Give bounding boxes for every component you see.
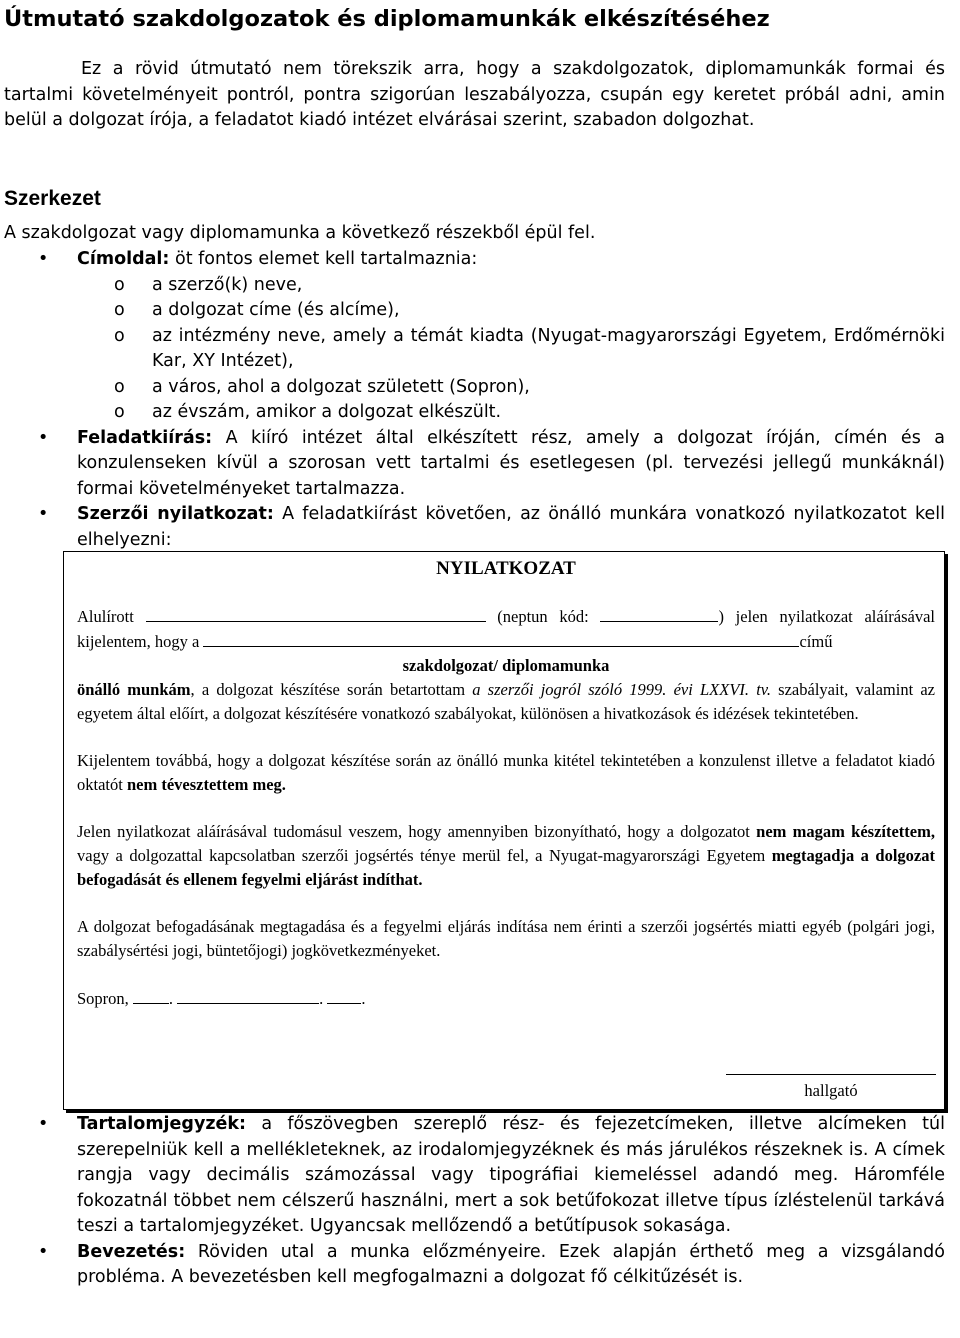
list-item-cimoldal — [0, 247, 945, 426]
signature-line[interactable] — [726, 1074, 936, 1075]
structure-list-top — [0, 247, 945, 553]
declaration-title: NYILATKOZAT — [436, 558, 576, 579]
sub-list-item: o a dolgozat címe (és alcíme), — [0, 298, 945, 324]
sub-bullet-icon: o — [114, 300, 125, 320]
declaration-paragraph-3: Jelen nyilatkozat aláírásával tudomásul veszem, hogy amennyiben bizonyítható, hogy a dolgozatot nem magam készítettem, vagy a dolgozattal kapcsolatban szerzői jogsértés ténye merül fel, a Nyugat-magyarországi Egyetem megtagadja a dolgozat befogadását és ellenem fegyelmi eljárást indíthat. — [77, 822, 935, 889]
declaration-paragraph-4: A dolgozat befogadásának megtagadása és a fegyelmi eljárás indítása nem érinti a szerzői jogsértés miatti egyéb (polgári jogi, szabálysértési jogi, büntetőjogi) jogkövetkezményeket. — [77, 917, 935, 960]
declaration-content — [77, 552, 935, 1011]
thesis-type: szakdolgozat/ diplomamunka — [402, 656, 610, 675]
declaration-box — [63, 551, 945, 1110]
intro-paragraph: Ez a rövid útmutató nem törekszik arra, hogy a szakdolgozatok, diplomamunkák formai és tartalmi követelményeit pontról, pontra szigorúan leszabályozza, csupán egy keretet próbál adni, amin belül a dolgozat írója, a feladatot kiadó intézet elvárásai szerint, szabadon dolgozhat. — [4, 59, 945, 130]
bullet-icon: • — [38, 504, 49, 524]
item-label: Szerzői nyilatkozat: — [77, 504, 274, 524]
bullet-icon: • — [38, 1241, 49, 1262]
list-item-szerzoi-nyilatkozat — [0, 502, 945, 553]
item-text: A feladatkiírást követően, az önálló munkára vonatkozó nyilatkozatot kell elhelyezni: — [77, 504, 945, 550]
document-title: Útmutató szakdolgozatok és diplomamunkák elkészítéséhez — [4, 6, 770, 32]
year-blank[interactable] — [133, 986, 169, 1004]
item-text: öt fontos elemet kell tartalmaznia: — [169, 249, 478, 269]
sub-bullet-icon: o — [114, 274, 125, 295]
signature-label: hallgató — [804, 1081, 858, 1100]
neptun-code-blank[interactable] — [600, 604, 718, 622]
item-label: Tartalomjegyzék: — [77, 1114, 247, 1134]
sub-list-item: o a város, ahol a dolgozat született (Sopron), — [0, 375, 945, 401]
list-item-feladatkiiras — [0, 426, 945, 503]
sub-list — [77, 273, 945, 426]
thesis-title-blank[interactable] — [203, 629, 799, 647]
item-text: A kiíró intézet által elkészített rész, amely a dolgozat íróján, címén és a konzulenseken kívül a szorosan vett tartalmi és esetlegesen (pl. tervezési jellegű munkáknál) formai követelményeket tartalmazza. — [77, 427, 945, 499]
signature-block — [726, 1074, 936, 1103]
sub-bullet-icon: o — [114, 402, 125, 422]
section-heading: Szerkezet — [4, 187, 101, 210]
item-text: Röviden utal a munka előzményeire. Ezek alapján érthető meg a vizsgálandó probléma. A bevezetésben kell megfogalmazni a dolgozat fő célkitűzését is. — [77, 1241, 945, 1287]
bullet-icon: • — [38, 249, 49, 269]
place-date-line: Sopron, . . . — [77, 986, 935, 1011]
item-label: Bevezetés: — [77, 1241, 186, 1262]
day-blank[interactable] — [327, 986, 361, 1004]
bullet-icon: • — [38, 1114, 49, 1134]
name-blank[interactable] — [146, 604, 486, 622]
structure-list-bottom — [0, 1112, 945, 1291]
list-item-tartalomjegyzek — [0, 1112, 945, 1240]
bullet-icon: • — [38, 427, 49, 448]
list-item-bevezetes — [0, 1240, 945, 1291]
declaration-paragraph-1: Alulírott (neptun kód: ) jelen nyilatkozat aláírásával kijelentem, hogy a című szakdolgozat/ diplomamunka önálló munkám, a dolgozat készítése során betartottam a szerzői jogról szóló 1999. évi LXXVI. tv. szabályait, valamint az egyetem által előírt, a dolgozat készítésére vonatkozó szabályokat, különösen a hivatkozások és idézések tekintetében. — [77, 604, 935, 726]
month-blank[interactable] — [177, 986, 319, 1004]
sub-list-item: o a szerző(k) neve, — [0, 273, 945, 299]
declaration-paragraph-2: Kijelentem továbbá, hogy a dolgozat készítése során az önálló munka kitétel tekintetében a konzulenst illetve a feladatot kiadó oktatót nem tévesztettem meg. — [77, 751, 935, 794]
section-lead: A szakdolgozat vagy diplomamunka a következő részekből épül fel. — [4, 223, 596, 243]
sub-bullet-icon: o — [114, 325, 125, 346]
item-text: a főszövegben szereplő rész- és fejezetcímeken, illetve alcímeken túl szerepelniük kell a mellékleteknek, az irodalomjegyzéknek és más járulékos részeknek is. A címek rangja vagy decimális számozással vagy tipográfiai kiemeléssel adandó meg. Háromféle fokozatnál többet nem célszerű használni, mert a sok betűfokozat illetve típus ízléstelenül tarkává teszi a tartalomjegyzéket. Ugyancsak mellőzendő a betűtípusok sokasága. — [77, 1114, 945, 1236]
sub-list-item: o az évszám, amikor a dolgozat elkészült. — [0, 400, 945, 426]
sub-bullet-icon: o — [114, 376, 125, 397]
item-label: Feladatkiírás: — [77, 427, 213, 448]
item-label: Címoldal: — [77, 249, 170, 269]
sub-list-item: o az intézmény neve, amely a témát kiadta (Nyugat-magyarországi Egyetem, Erdőmérnöki Kar, XY Intézet), — [114, 325, 945, 371]
